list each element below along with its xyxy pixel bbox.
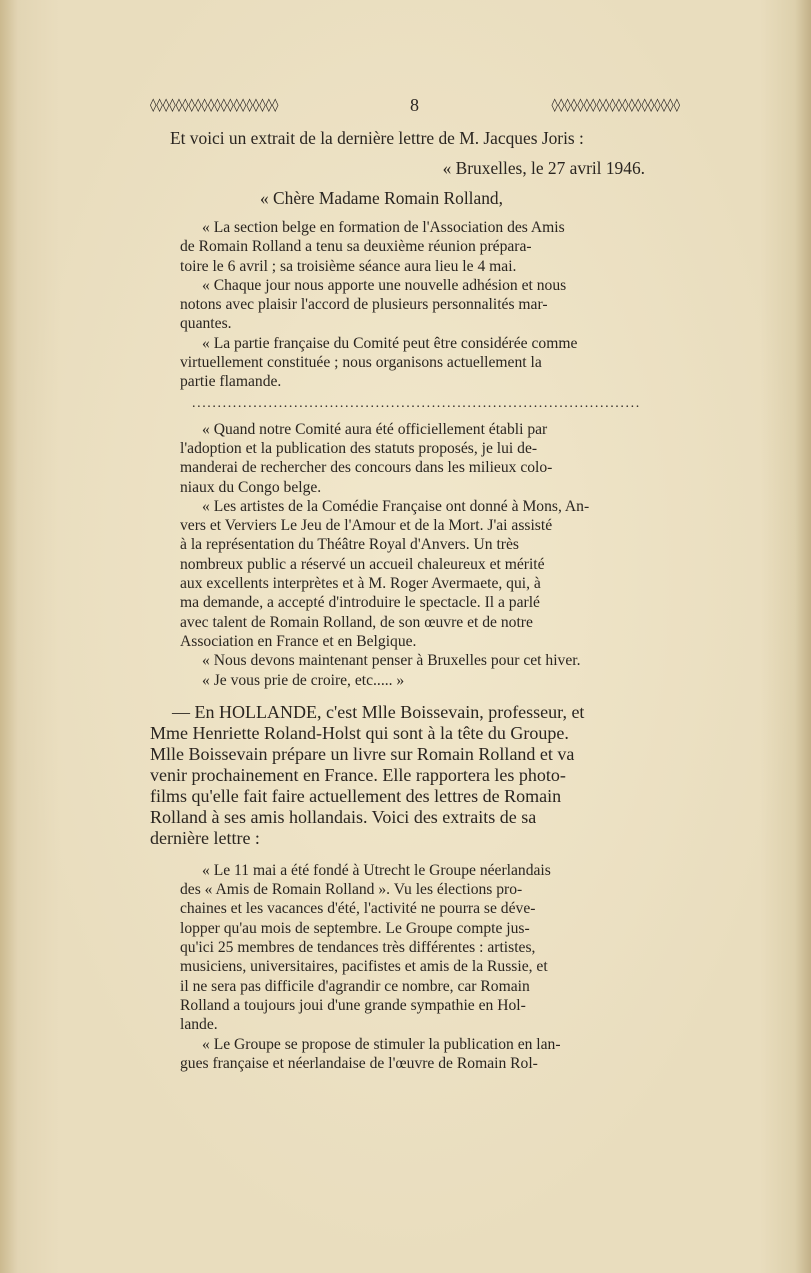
section-line: films qu'elle fait faire actuellement des lettres de Romain (150, 785, 562, 806)
quote-line: l'adoption et la publication des statuts proposés, je lui de- (180, 439, 538, 457)
letter2-para1 (150, 861, 685, 1035)
letter1-para5 (150, 497, 685, 651)
ornament-left: ◊◊◊◊◊◊◊◊◊◊◊◊◊◊◊◊◊◊◊◊ (150, 97, 279, 113)
quote-line: gues française et néerlandaise de l'œuvre de Romain Rol- (180, 1054, 538, 1072)
section-line: — En HOLLANDE, c'est Mlle Boissevain, professeur, et (172, 701, 585, 722)
quote-line: vers et Verviers Le Jeu de l'Amour et de la Mort. J'ai assisté (180, 517, 553, 535)
quote-line: notons avec plaisir l'accord de plusieurs personnalités mar- (180, 296, 548, 314)
quote-line: chaines et les vacances d'été, l'activité ne pourra se déve- (180, 900, 536, 918)
holland-section (150, 702, 685, 849)
quote-line: « Les artistes de la Comédie Française ont donné à Mons, An- (202, 497, 590, 515)
quote-line: aux excellents interprètes et à M. Roger Avermaete, qui, à (180, 575, 541, 593)
quote-line: quantes. (180, 315, 232, 333)
quote-line: virtuellement constituée ; nous organisons actuellement la (180, 354, 542, 372)
letter1-salutation: « Chère Madame Romain Rolland, (260, 188, 503, 208)
intro-paragraph: Et voici un extrait de la dernière lettre de M. Jacques Joris : (170, 128, 584, 148)
letter1-para3 (150, 334, 685, 392)
letter1-para6: « Nous devons maintenant penser à Bruxelles pour cet hiver. (202, 652, 581, 670)
letter1-date: « Bruxelles, le 27 avril 1946. (442, 158, 645, 178)
quote-line: avec talent de Romain Rolland, de son œuvre et de notre (180, 613, 533, 631)
quote-line: nombreux public a réservé un accueil chaleureux et mérité (180, 555, 545, 573)
section-line: Mme Henriette Roland-Holst qui sont à la tête du Groupe. (150, 722, 569, 743)
quote-line: « Le 11 mai a été fondé à Utrecht le Groupe néerlandais (202, 861, 551, 879)
letter1-para1 (150, 218, 685, 276)
ornament-right: ◊◊◊◊◊◊◊◊◊◊◊◊◊◊◊◊◊◊◊◊ (551, 97, 680, 113)
quote-line: il ne sera pas difficile d'agrandir ce nombre, car Romain (180, 977, 530, 995)
quote-line: Association en France et en Belgique. (180, 632, 417, 650)
quote-line: manderai de rechercher des concours dans les milieux colo- (180, 459, 553, 477)
quote-line: des « Amis de Romain Rolland ». Vu les élections pro- (180, 881, 523, 899)
quote-line: à la représentation du Théâtre Royal d'Anvers. Un très (180, 536, 519, 554)
quote-line: de Romain Rolland a tenu sa deuxième réunion prépara- (180, 238, 532, 256)
section-line: Rolland à ses amis hollandais. Voici des extraits de sa (150, 806, 537, 827)
quote-line: qu'ici 25 membres de tendances très différentes : artistes, (180, 939, 536, 957)
section-line: venir prochainement en France. Elle rapportera les photo- (150, 764, 566, 785)
quote-line: « Le Groupe se propose de stimuler la publication en lan- (202, 1035, 561, 1053)
quote-line: partie flamande. (180, 373, 282, 391)
section-line: Mlle Boissevain prépare un livre sur Romain Rolland et va (150, 743, 575, 764)
spacer (150, 690, 685, 702)
page-number: 8 (410, 94, 420, 115)
quote-line: « Chaque jour nous apporte une nouvelle adhésion et nous (202, 276, 567, 294)
quote-line: lande. (180, 1016, 218, 1034)
quote-line: « La section belge en formation de l'Association des Amis (202, 219, 565, 236)
ellipsis-separator: ........................................................................................ (192, 395, 641, 411)
quote-line: toire le 6 avril ; sa troisième séance aura lieu le 4 mai. (180, 257, 517, 275)
letter2-para2 (150, 1035, 685, 1074)
quote-line: « La partie française du Comité peut être considérée comme (202, 334, 578, 352)
quote-line: musiciens, universitaires, pacifistes et amis de la Russie, et (180, 958, 548, 976)
letter1-para2 (150, 276, 685, 334)
quote-line: « Quand notre Comité aura été officiellement établi par (202, 420, 548, 438)
quote-line: lopper qu'au mois de septembre. Le Groupe compte jus- (180, 919, 530, 937)
quote-line: ma demande, a accepté d'introduire le spectacle. Il a parlé (180, 594, 540, 612)
page-header (150, 92, 680, 118)
section-line: dernière lettre : (150, 827, 260, 848)
quote-line: niaux du Congo belge. (180, 478, 322, 496)
page-content (150, 128, 685, 1073)
letter1-para4 (150, 420, 685, 497)
quote-line: Rolland a toujours joui d'une grande sympathie en Hol- (180, 996, 526, 1014)
letter1-closing: « Je vous prie de croire, etc..... » (202, 671, 405, 689)
